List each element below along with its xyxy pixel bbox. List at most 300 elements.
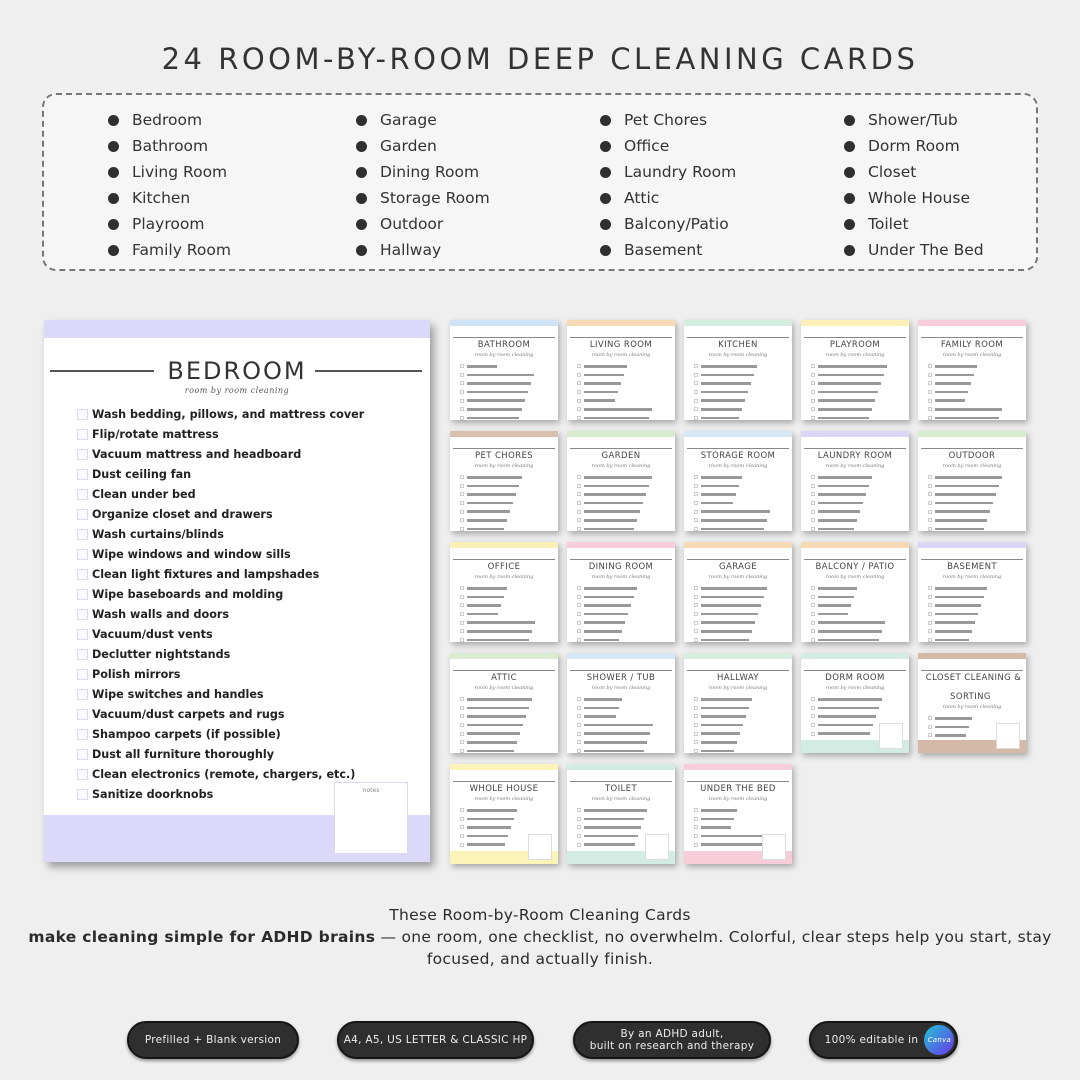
- bullet-icon: [600, 219, 611, 230]
- task-line: [694, 499, 792, 508]
- card-top-band: [918, 320, 1026, 326]
- task-line: [694, 362, 792, 371]
- checkbox: [577, 817, 581, 821]
- checkbox[interactable]: [77, 749, 88, 760]
- checkbox: [928, 527, 932, 531]
- task-line: [928, 388, 1026, 397]
- task-item: [77, 524, 430, 544]
- checkbox: [928, 501, 932, 505]
- checkbox: [811, 518, 815, 522]
- task-line: [694, 405, 792, 414]
- task-line: [694, 704, 792, 713]
- task-line: [460, 388, 558, 397]
- checkbox: [694, 595, 698, 599]
- checkbox: [577, 638, 581, 642]
- checkbox: [694, 501, 698, 505]
- card-subtitle: room by room cleaning: [942, 352, 1002, 358]
- card-top-band: [567, 653, 675, 659]
- task-line: [811, 618, 909, 627]
- checkbox[interactable]: [77, 669, 88, 680]
- card-title: BALCONY / PATIO: [813, 562, 898, 572]
- room-name: Whole House: [868, 189, 970, 207]
- task-item: [77, 584, 430, 604]
- checkbox: [694, 390, 698, 394]
- checkbox[interactable]: [77, 769, 88, 780]
- checkbox: [694, 399, 698, 403]
- checkbox[interactable]: [77, 429, 88, 440]
- checkbox: [694, 484, 698, 488]
- task-line: [694, 815, 792, 824]
- task-line: [577, 738, 675, 747]
- checkbox: [577, 843, 581, 847]
- task-line: [928, 618, 1026, 627]
- card-top-band: [450, 542, 558, 548]
- checkbox: [694, 373, 698, 377]
- card-subtitle: room by room cleaning: [708, 796, 768, 802]
- room-list-item: [600, 107, 736, 133]
- task-line: [577, 362, 675, 371]
- task-line: [694, 593, 792, 602]
- task-line: [460, 695, 558, 704]
- checkbox: [694, 364, 698, 368]
- room-list-item: [600, 237, 736, 263]
- task-line: [694, 747, 792, 753]
- checkbox: [577, 749, 581, 753]
- card-top-band: [801, 320, 909, 326]
- checkbox: [694, 638, 698, 642]
- card-title: SHOWER / TUB: [584, 673, 658, 683]
- task-line: [811, 414, 909, 420]
- task-line: [694, 618, 792, 627]
- checkbox: [460, 621, 464, 625]
- task-line: [928, 507, 1026, 516]
- checkbox: [577, 510, 581, 514]
- room-name: Playroom: [132, 215, 205, 233]
- room-name: Laundry Room: [624, 163, 737, 181]
- card-title: PLAYROOM: [827, 340, 883, 350]
- task-line: [811, 704, 909, 713]
- checkbox: [928, 484, 932, 488]
- room-name: Kitchen: [132, 189, 191, 207]
- checkbox[interactable]: [77, 469, 88, 480]
- checkbox: [928, 733, 932, 737]
- card-title: LAUNDRY ROOM: [815, 451, 896, 461]
- task-line: [694, 371, 792, 380]
- task-line: [811, 627, 909, 636]
- checkbox: [577, 501, 581, 505]
- card-subtitle: room by room cleaning: [474, 685, 534, 691]
- checkbox: [577, 732, 581, 736]
- checkbox: [928, 595, 932, 599]
- task-line: [811, 525, 909, 531]
- task-line: [460, 371, 558, 380]
- card-subtitle: room by room cleaning: [474, 574, 534, 580]
- room-name: Balcony/Patio: [624, 215, 729, 233]
- checkbox: [577, 621, 581, 625]
- checkbox: [460, 603, 464, 607]
- checkbox: [577, 390, 581, 394]
- task-line: [577, 414, 675, 420]
- task-line: [694, 507, 792, 516]
- bullet-icon: [600, 115, 611, 126]
- checkbox: [577, 407, 581, 411]
- checkbox: [928, 586, 932, 590]
- page-title: 24 ROOM-BY-ROOM DEEP CLEANING CARDS: [161, 42, 919, 76]
- task-line: [577, 379, 675, 388]
- task-item: [77, 604, 430, 624]
- checkbox: [694, 706, 698, 710]
- task-line: [811, 499, 909, 508]
- divider: [50, 370, 154, 372]
- task-line: [928, 593, 1026, 602]
- card-title: KITCHEN: [715, 340, 761, 350]
- checkbox[interactable]: [77, 649, 88, 660]
- card-title: OFFICE: [485, 562, 524, 572]
- task-label: Declutter nightstands: [92, 647, 231, 661]
- room-list-column: [600, 107, 736, 263]
- checkbox: [694, 749, 698, 753]
- task-line: [811, 362, 909, 371]
- task-line: [577, 815, 675, 824]
- task-line: [928, 414, 1026, 420]
- card-dining-room: [567, 542, 675, 642]
- description: [0, 904, 1080, 970]
- card-subtitle: room by room cleaning: [708, 574, 768, 580]
- task-line: [577, 490, 675, 499]
- checkbox: [577, 697, 581, 701]
- card-title: GARAGE: [716, 562, 760, 572]
- room-name: Outdoor: [380, 215, 444, 233]
- task-line: [694, 729, 792, 738]
- card-top-band: [684, 653, 792, 659]
- description-bold: make cleaning simple for ADHD brains: [28, 928, 376, 946]
- room-list-column: [108, 107, 231, 263]
- checkbox: [928, 510, 932, 514]
- checkbox: [694, 510, 698, 514]
- room-list-item: [844, 133, 984, 159]
- bullet-icon: [108, 167, 119, 178]
- task-label: Organize closet and drawers: [92, 507, 273, 521]
- checkbox[interactable]: [77, 589, 88, 600]
- task-label: Dust ceiling fan: [92, 467, 192, 481]
- room-list-item: [356, 159, 490, 185]
- room-list-item: [600, 133, 736, 159]
- card-top-band: [450, 653, 558, 659]
- card-subtitle: room by room cleaning: [591, 574, 651, 580]
- card-title: PET CHORES: [472, 451, 536, 461]
- checkbox: [928, 603, 932, 607]
- checkbox: [811, 638, 815, 642]
- card-title: BASEMENT: [944, 562, 1000, 572]
- card-subtitle: room by room cleaning: [942, 574, 1002, 580]
- card-header: [44, 356, 430, 386]
- task-line: [460, 379, 558, 388]
- featured-card-bedroom: [44, 320, 430, 862]
- card-top-band: [684, 320, 792, 326]
- card-family-room: [918, 320, 1026, 420]
- checkbox: [811, 399, 815, 403]
- checkbox: [928, 399, 932, 403]
- checkbox: [460, 749, 464, 753]
- checkbox[interactable]: [77, 529, 88, 540]
- task-item: [77, 644, 430, 664]
- room-name: Garden: [380, 137, 437, 155]
- task-label: Vacuum/dust vents: [92, 627, 213, 641]
- task-line: [460, 747, 558, 753]
- card-top-band: [801, 653, 909, 659]
- checkbox: [577, 399, 581, 403]
- card-title: BATHROOM: [475, 340, 533, 350]
- card-subtitle: room by room cleaning: [825, 685, 885, 691]
- room-list-item: [356, 211, 490, 237]
- checkbox: [460, 484, 464, 488]
- checkbox: [694, 603, 698, 607]
- room-name: Garage: [380, 111, 437, 129]
- badge-label: A4, A5, US LETTER & CLASSIC HP: [343, 1034, 528, 1046]
- notes-label: notes: [362, 787, 380, 794]
- room-list-item: [108, 237, 231, 263]
- card-subtitle: room by room cleaning: [825, 352, 885, 358]
- card-top-band: [567, 431, 675, 437]
- checkbox: [811, 475, 815, 479]
- bullet-icon: [356, 193, 367, 204]
- room-list-column: [356, 107, 490, 263]
- room-list-item: [108, 133, 231, 159]
- card-title: HALLWAY: [714, 673, 762, 683]
- checkbox: [577, 825, 581, 829]
- bullet-icon: [356, 141, 367, 152]
- task-line: [694, 584, 792, 593]
- task-item: [77, 544, 430, 564]
- room-name: Dorm Room: [868, 137, 960, 155]
- task-line: [811, 396, 909, 405]
- task-line: [460, 601, 558, 610]
- checkbox: [460, 492, 464, 496]
- card-title: UNDER THE BED: [697, 784, 779, 794]
- task-line: [811, 712, 909, 721]
- card-living-room: [567, 320, 675, 420]
- task-label: Clean electronics (remote, chargers, etc.): [92, 767, 356, 781]
- task-item: [77, 744, 430, 764]
- room-name: Toilet: [868, 215, 909, 233]
- task-line: [577, 499, 675, 508]
- checkbox: [811, 501, 815, 505]
- task-line: [577, 636, 675, 642]
- task-line: [577, 695, 675, 704]
- checkbox: [811, 697, 815, 701]
- room-list-item: [108, 107, 231, 133]
- checkbox: [694, 492, 698, 496]
- checkbox: [694, 817, 698, 821]
- checkbox: [928, 725, 932, 729]
- task-line: [928, 405, 1026, 414]
- task-list: [77, 404, 430, 804]
- checkbox: [928, 638, 932, 642]
- task-line: [460, 499, 558, 508]
- card-top-band: [567, 320, 675, 326]
- task-line: [577, 747, 675, 753]
- checkbox: [694, 407, 698, 411]
- checkbox: [811, 586, 815, 590]
- card-dorm-room: [801, 653, 909, 753]
- badge-adhd-author: [573, 1021, 771, 1059]
- room-list-column: [844, 107, 984, 263]
- checkbox: [694, 416, 698, 420]
- task-line: [460, 490, 558, 499]
- card-top-band: [684, 542, 792, 548]
- task-item: [77, 724, 430, 744]
- checkbox: [811, 510, 815, 514]
- task-line: [811, 405, 909, 414]
- checkbox[interactable]: [77, 569, 88, 580]
- card-garage: [684, 542, 792, 642]
- task-label: Vacuum mattress and headboard: [92, 447, 302, 461]
- checkbox[interactable]: [77, 789, 88, 800]
- card-subtitle: room by room cleaning: [591, 352, 651, 358]
- room-list-item: [600, 159, 736, 185]
- task-label: Dust all furniture thoroughly: [92, 747, 274, 761]
- checkbox: [694, 518, 698, 522]
- checkbox[interactable]: [77, 409, 88, 420]
- task-line: [460, 362, 558, 371]
- checkbox: [811, 492, 815, 496]
- room-list-item: [356, 185, 490, 211]
- checkbox: [577, 740, 581, 744]
- card-subtitle: room by room cleaning: [942, 704, 1002, 710]
- bullet-icon: [844, 193, 855, 204]
- checkbox: [460, 714, 464, 718]
- checkbox: [460, 612, 464, 616]
- task-line: [694, 482, 792, 491]
- room-list-item: [356, 107, 490, 133]
- card-top-band: [450, 320, 558, 326]
- checkbox[interactable]: [77, 709, 88, 720]
- task-line: [811, 636, 909, 642]
- checkbox: [460, 825, 464, 829]
- task-line: [694, 516, 792, 525]
- room-list-item: [600, 211, 736, 237]
- task-line: [460, 738, 558, 747]
- card-top-band: [567, 542, 675, 548]
- checkbox: [694, 808, 698, 812]
- checkbox: [577, 595, 581, 599]
- task-line: [460, 627, 558, 636]
- checkbox: [460, 834, 464, 838]
- task-item: [77, 424, 430, 444]
- checkbox[interactable]: [77, 609, 88, 620]
- task-item: [77, 664, 430, 684]
- checkbox[interactable]: [77, 689, 88, 700]
- checkbox[interactable]: [77, 489, 88, 500]
- card-garden: [567, 431, 675, 531]
- checkbox: [460, 732, 464, 736]
- card-subtitle: room by room cleaning: [591, 685, 651, 691]
- task-line: [577, 405, 675, 414]
- checkbox: [694, 586, 698, 590]
- card-attic: [450, 653, 558, 753]
- task-line: [577, 388, 675, 397]
- task-line: [811, 490, 909, 499]
- task-line: [577, 593, 675, 602]
- card-top-band: [450, 764, 558, 770]
- checkbox[interactable]: [77, 629, 88, 640]
- card-title: ATTIC: [488, 673, 520, 683]
- checkbox: [460, 808, 464, 812]
- task-line: [928, 379, 1026, 388]
- task-label: Flip/rotate mattress: [92, 427, 219, 441]
- task-line: [811, 695, 909, 704]
- checkbox: [460, 740, 464, 744]
- card-hallway: [684, 653, 792, 753]
- card-title: OUTDOOR: [946, 451, 999, 461]
- checkbox: [928, 612, 932, 616]
- checkbox: [460, 638, 464, 642]
- task-line: [577, 507, 675, 516]
- task-line: [460, 593, 558, 602]
- checkbox: [928, 390, 932, 394]
- checkbox[interactable]: [77, 509, 88, 520]
- task-line: [928, 362, 1026, 371]
- checkbox: [694, 843, 698, 847]
- checkbox: [811, 603, 815, 607]
- room-name: Basement: [624, 241, 703, 259]
- card-office: [450, 542, 558, 642]
- room-list-item: [356, 133, 490, 159]
- bullet-icon: [844, 167, 855, 178]
- checkbox: [928, 716, 932, 720]
- badge-label: Prefilled + Blank version: [144, 1034, 282, 1046]
- checkbox[interactable]: [77, 729, 88, 740]
- checkbox: [460, 416, 464, 420]
- task-line: [811, 379, 909, 388]
- task-line: [577, 610, 675, 619]
- checkbox: [811, 612, 815, 616]
- checkbox: [460, 697, 464, 701]
- card-bathroom: [450, 320, 558, 420]
- bullet-icon: [108, 193, 119, 204]
- task-line: [577, 627, 675, 636]
- card-subtitle: room by room cleaning: [825, 463, 885, 469]
- task-item: [77, 704, 430, 724]
- task-line: [460, 823, 558, 832]
- task-line: [811, 516, 909, 525]
- task-line: [694, 738, 792, 747]
- task-line: [577, 823, 675, 832]
- task-line: [811, 388, 909, 397]
- checkbox: [577, 381, 581, 385]
- card-laundry-room: [801, 431, 909, 531]
- card-top-band: [684, 431, 792, 437]
- task-line: [811, 601, 909, 610]
- task-line: [928, 516, 1026, 525]
- task-line: [577, 618, 675, 627]
- room-name: Storage Room: [380, 189, 490, 207]
- task-line: [694, 712, 792, 721]
- checkbox[interactable]: [77, 449, 88, 460]
- card-pet-chores: [450, 431, 558, 531]
- checkbox[interactable]: [77, 549, 88, 560]
- card-subtitle: room by room cleaning: [708, 352, 768, 358]
- canva-logo-icon: Canva: [924, 1025, 954, 1055]
- bullet-icon: [600, 193, 611, 204]
- notes-box: [996, 723, 1020, 749]
- checkbox: [694, 834, 698, 838]
- room-list-box: [42, 93, 1038, 271]
- task-line: [928, 490, 1026, 499]
- task-line: [577, 704, 675, 713]
- task-item: [77, 684, 430, 704]
- card-balcony-patio: [801, 542, 909, 642]
